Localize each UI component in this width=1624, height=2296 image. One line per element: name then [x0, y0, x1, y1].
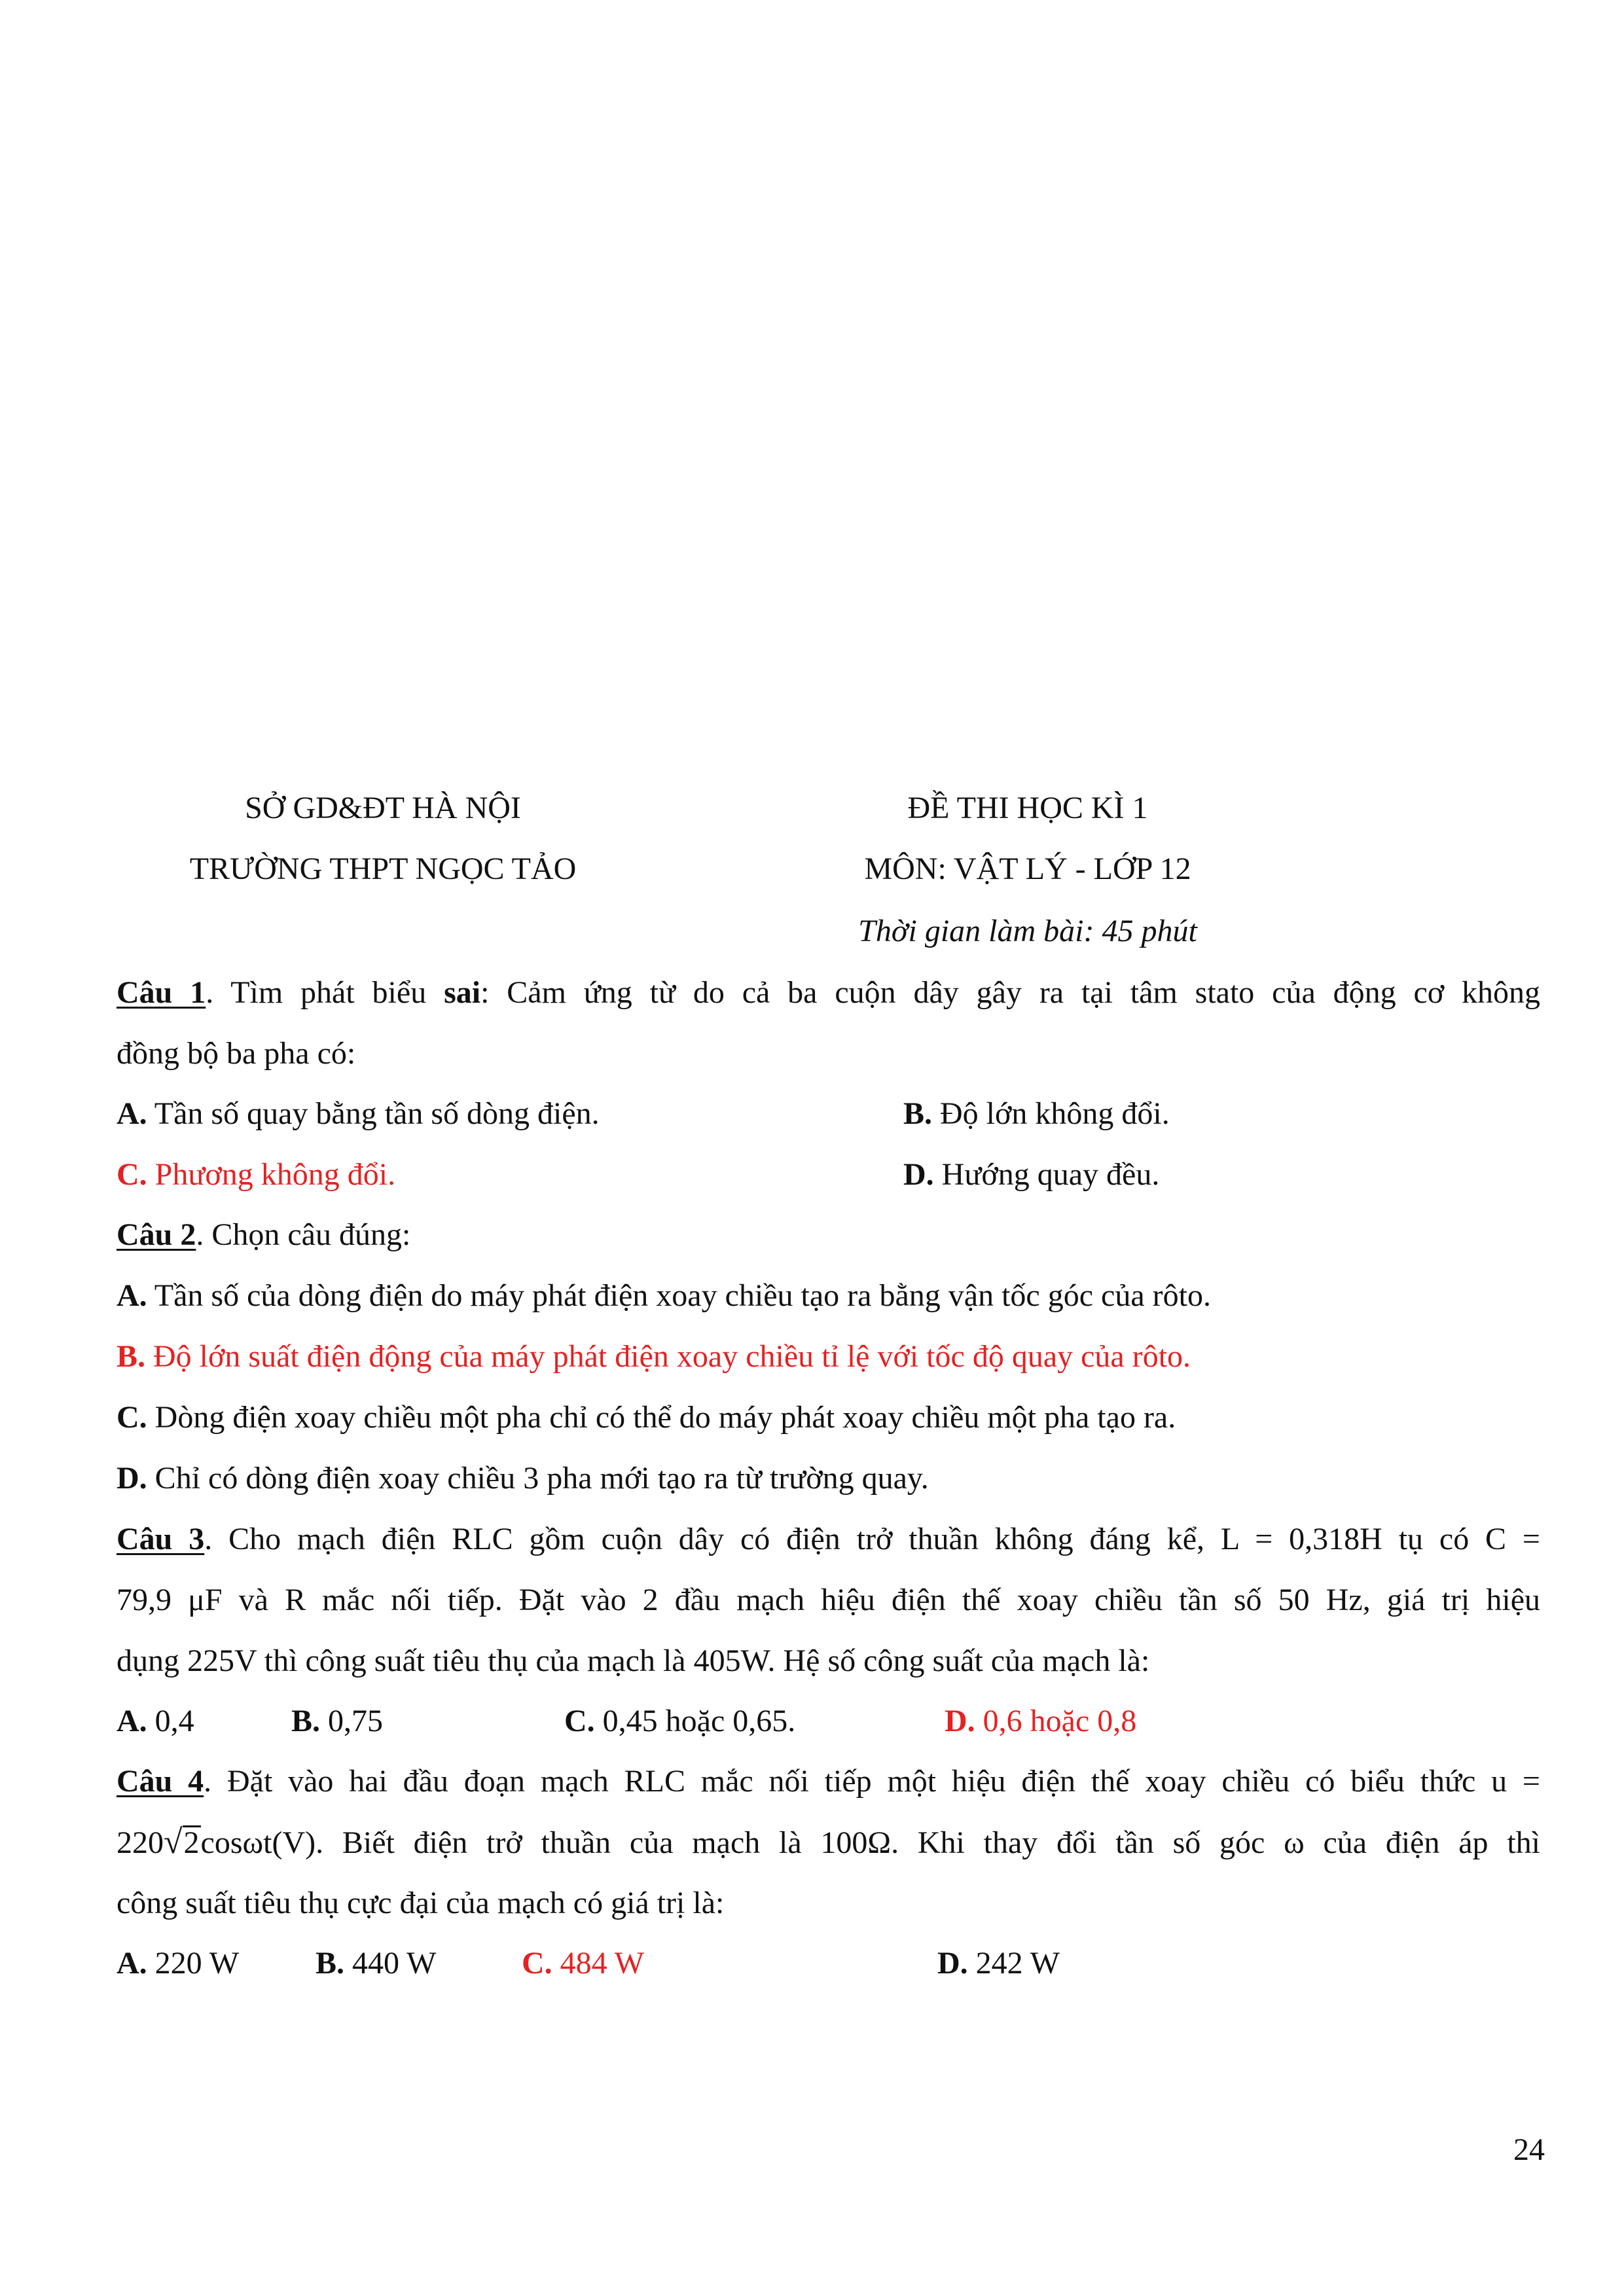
question-4-line-3: công suất tiêu thụ cực đại của mạch có giá trị là:	[117, 1886, 725, 1920]
q4-option-a: A. 220 W	[117, 1946, 240, 1981]
question-3-line-2: 79,9 μF và R mắc nối tiếp. Đặt vào 2 đầu mạch hiệu điện thế xoay chiều tần số 50 Hz, giá trị hiệu	[117, 1583, 1540, 1617]
q3-option-d-answer: D. 0,6 hoặc 0,8	[945, 1704, 1137, 1738]
q4-option-b: B. 440 W	[316, 1946, 437, 1981]
exam-duration: Thời gian làm bài: 45 phút	[858, 914, 1197, 948]
exam-title: ĐỀ THI HỌC KÌ 1	[907, 791, 1148, 825]
school-name: TRƯỜNG THPT NGỌC TẢO	[189, 852, 577, 886]
q1-option-c-answer: C. Phương không đổi.	[117, 1157, 396, 1192]
question-2-line-1: Câu 2. Chọn câu đúng:	[117, 1217, 411, 1252]
page-number: 24	[1513, 2132, 1545, 2167]
q4-option-d: D. 242 W	[937, 1946, 1060, 1981]
q4-option-c-answer: C. 484 W	[522, 1946, 645, 1981]
q2-option-c: C. Dòng điện xoay chiều một pha chỉ có thể do máy phát xoay chiều một pha tạo ra.	[117, 1400, 1176, 1435]
q2-option-a: A. Tần số của dòng điện do máy phát điện xoay chiều tạo ra bằng vận tốc góc của rôto.	[117, 1278, 1211, 1313]
question-1-label: Câu 1	[117, 975, 206, 1010]
q1-option-b: B. Độ lớn không đổi.	[903, 1096, 1170, 1131]
question-4-line-1: Câu 4. Đặt vào hai đầu đoạn mạch RLC mắc nối tiếp một hiệu điện thế xoay chiều có biểu thức u =	[117, 1764, 1540, 1799]
q1-option-a: A. Tần số quay bằng tần số dòng điện.	[117, 1096, 600, 1131]
question-1-line-2: đồng bộ ba pha có:	[117, 1036, 356, 1071]
question-3-line-1: Câu 3. Cho mạch điện RLC gồm cuộn dây có điện trở thuần không đáng kể, L = 0,318H tụ có C =	[117, 1522, 1541, 1556]
question-4-line-2: 220√2cosωt(V). Biết điện trở thuần của mạch là 100Ω. Khi thay đổi tần số góc ω của điện áp thì	[117, 1823, 1540, 1863]
keyword-sai: sai	[444, 975, 481, 1010]
square-root-symbol: √2	[164, 1823, 200, 1861]
q2-option-b-answer: B. Độ lớn suất điện động của máy phát điện xoay chiều tỉ lệ với tốc độ quay của rôto.	[117, 1339, 1191, 1374]
department-name: SỞ GD&ĐT HÀ NỘI	[245, 791, 521, 825]
question-2-label: Câu 2	[117, 1217, 196, 1252]
exam-subject: MÔN: VẬT LÝ - LỚP 12	[864, 852, 1191, 886]
q2-option-d: D. Chỉ có dòng điện xoay chiều 3 pha mới tạo ra từ trường quay.	[117, 1461, 929, 1496]
question-3-label: Câu 3	[117, 1522, 205, 1556]
q1-option-d: D. Hướng quay đều.	[903, 1157, 1160, 1192]
q3-option-c: C. 0,45 hoặc 0,65.	[564, 1704, 796, 1738]
question-4-label: Câu 4	[117, 1764, 204, 1799]
q3-option-b: B. 0,75	[291, 1704, 384, 1738]
question-1-line-1: Câu 1. Tìm phát biểu sai: Cảm ứng từ do cả ba cuộn dây gây ra tại tâm stato của động cơ không	[117, 975, 1541, 1010]
question-3-line-3: dụng 225V thì công suất tiêu thụ của mạch là 405W. Hệ số công suất của mạch là:	[117, 1643, 1150, 1678]
q3-option-a: A. 0,4	[117, 1704, 194, 1738]
